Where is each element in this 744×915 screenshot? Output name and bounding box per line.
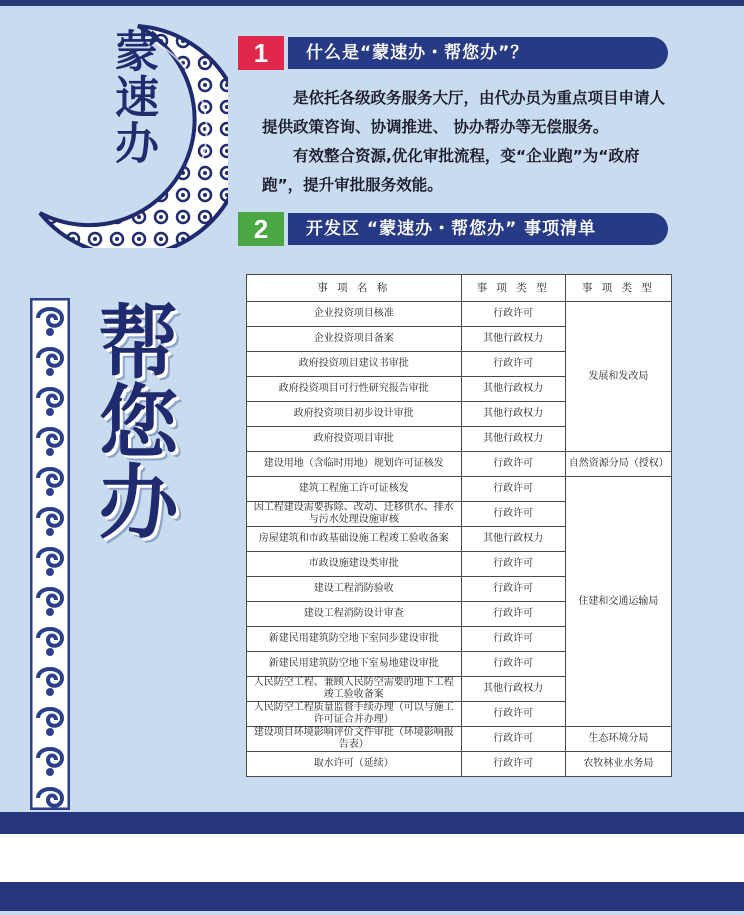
department-cell: 住建和交通运输局 [565,477,671,727]
table-row [247,752,672,777]
item-name: 企业投资项目核准 [247,302,462,327]
table-row [247,302,672,327]
items-table [246,274,672,777]
item-name: 企业投资项目备案 [247,327,462,352]
item-name: 新建民用建筑防空地下室易地建设审批 [247,652,462,677]
item-name: 政府投资项目审批 [247,427,462,452]
item-type: 行政许可 [461,627,565,652]
section-2-title: 开发区 “蒙速办・帮您办” 事项清单 [288,213,668,245]
item-name: 取水许可（延续） [247,752,462,777]
item-type: 其他行政权力 [461,377,565,402]
item-type: 行政许可 [461,702,565,727]
item-type: 行政许可 [461,552,565,577]
table-row [247,727,672,752]
item-name: 建设工程消防设计审查 [247,602,462,627]
item-name: 政府投资项目初步设计审批 [247,402,462,427]
section-1-title: 什么是“蒙速办・帮您办”？ [288,37,668,69]
item-type: 其他行政权力 [461,327,565,352]
left-ornament-band [30,298,70,810]
item-type: 其他行政权力 [461,427,565,452]
section-1-number: 1 [238,36,284,70]
item-name: 因工程建设需要拆除、改动、迁移供水、排水与污水处理设施审核 [247,502,462,527]
table-row [247,452,672,477]
item-type: 其他行政权力 [461,527,565,552]
item-name: 人民防空工程质量监督手续办理（可以与施工许可证合并办理） [247,702,462,727]
item-name: 房屋建筑和市政基础设施工程竣工验收备案 [247,527,462,552]
table-header-row [247,275,672,302]
item-name: 建设项目环境影响评价文件审批（环境影响报告表） [247,727,462,752]
item-type: 其他行政权力 [461,677,565,702]
big-vertical-title: 帮您办 [85,300,179,540]
header-item-name: 事 项 名 称 [247,275,462,302]
section-2-number: 2 [238,212,284,246]
vertical-title: 蒙速办 [107,28,158,166]
department-cell: 农牧林业水务局 [565,752,671,777]
item-type: 行政许可 [461,752,565,777]
item-type: 行政许可 [461,477,565,502]
bottom-ornament-band [0,812,744,911]
item-type: 行政许可 [461,452,565,477]
item-type: 行政许可 [461,652,565,677]
item-name: 政府投资项目建议书审批 [247,352,462,377]
item-name: 建设用地（含临时用地）规划许可证核发 [247,452,462,477]
item-type: 行政许可 [461,727,565,752]
header-item-dept: 事 项 类 型 [565,275,671,302]
cloud-pattern-icon [30,298,70,810]
department-cell: 发展和发改局 [565,302,671,452]
cloud-wave-icon [0,812,744,911]
section-1-header [238,36,668,70]
item-name: 新建民用建筑防空地下室同步建设审批 [247,627,462,652]
item-name: 建设工程消防验收 [247,577,462,602]
table-row [247,477,672,502]
item-type: 行政许可 [461,302,565,327]
item-type: 行政许可 [461,502,565,527]
item-name: 建筑工程施工许可证核发 [247,477,462,502]
item-type: 行政许可 [461,577,565,602]
section-2-header [238,212,668,246]
item-name: 市政设施建设类审批 [247,552,462,577]
department-cell: 自然资源分局（授权） [565,452,671,477]
section-1-paragraph-1: 是依托各级政务服务大厅，由代办员为重点项目申请人提供政策咨询、协调推进、 协办帮办等无偿服务。 [262,89,666,136]
item-name: 人民防空工程、兼顾人民防空需要的地下工程竣工验收备案 [247,677,462,702]
item-type: 行政许可 [461,352,565,377]
item-type: 其他行政权力 [461,402,565,427]
item-name: 政府投资项目可行性研究报告审批 [247,377,462,402]
header-item-type: 事 项 类 型 [461,275,565,302]
item-type: 行政许可 [461,602,565,627]
section-1-paragraph-2: 有效整合资源,优化审批流程，变“企业跑”为“政府跑”，提升审批服务效能。 [262,147,640,194]
department-cell: 生态环境分局 [565,727,671,752]
crescent-ornament [18,8,228,248]
top-strip [0,0,744,6]
